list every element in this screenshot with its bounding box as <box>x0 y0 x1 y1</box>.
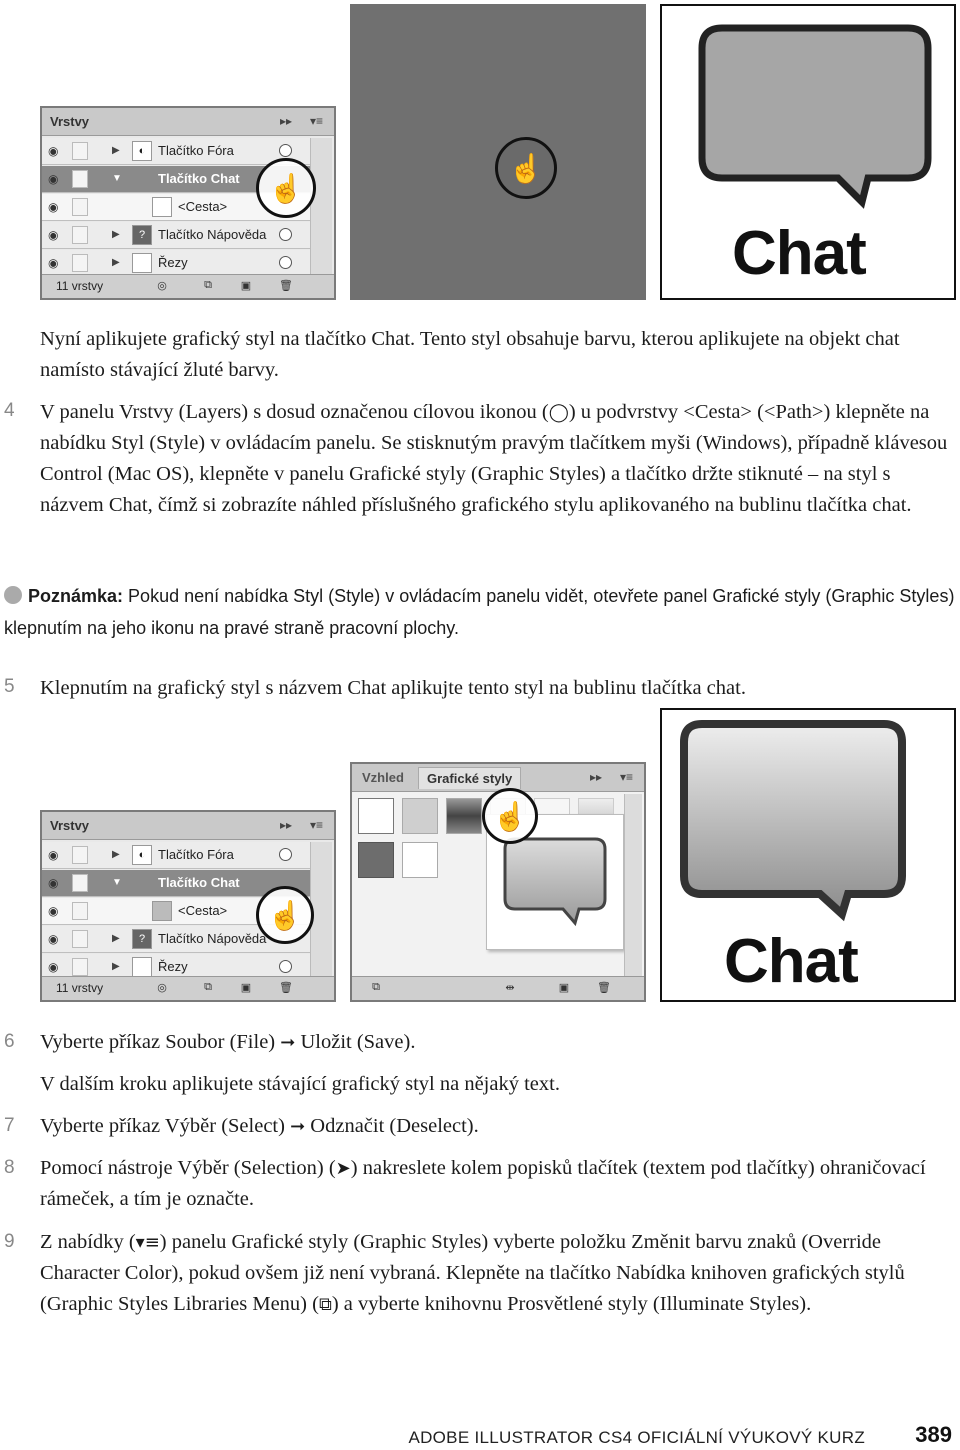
eye-icon[interactable]: ◉ <box>48 228 59 242</box>
style-swatch[interactable] <box>358 842 394 878</box>
step-5: Klepnutím na grafický styl s názvem Chat aplikujte tento styl na bublinu tlačítka chat. <box>40 677 746 699</box>
scrollbar[interactable] <box>310 138 332 278</box>
step-9-text-b: ) panelu Grafické styly (Graphic Styles) vyberte položku Změnit barvu znaků (Override Character Color), pokud ovšem již není vybraná. Klepněte na tlačítko Nabídka knihoven grafických stylů (Graphic Styles Libraries Menu) ( <box>40 1231 905 1315</box>
layer-thumbnail <box>152 197 172 217</box>
new-sublayer-icon[interactable]: ▣ <box>240 280 252 292</box>
book-title: ADOBE ILLUSTRATOR CS4 OFICIÁLNÍ VÝUKOVÝ KURZ <box>408 1428 865 1447</box>
lock-toggle[interactable] <box>72 874 88 892</box>
expand-triangle-icon[interactable]: ▶ <box>112 933 120 944</box>
step-number: 7 <box>4 1115 15 1136</box>
layer-name: Tlačítko Nápověda <box>158 227 267 242</box>
layer-thumbnail: ◐ <box>132 141 152 161</box>
hand-cursor-icon: ☝ <box>495 137 557 199</box>
lock-toggle[interactable] <box>72 170 88 188</box>
target-icon[interactable] <box>279 960 292 973</box>
collapse-icon[interactable]: ▸▸ <box>590 770 603 784</box>
lock-toggle[interactable] <box>72 142 88 160</box>
page-number: 389 <box>915 1422 952 1447</box>
arrow-right-icon: ➞ <box>290 1116 306 1137</box>
eye-icon[interactable]: ◉ <box>48 848 59 862</box>
note-text: Pokud není nabídka Styl (Style) v ovládacím panelu vidět, otevřete panel Grafické styly (Graphic Styles) klepnutím na jeho ikonu na pravé straně pracovní plochy. <box>4 586 955 638</box>
step-7-text-b: Odznačit (Deselect). <box>310 1115 479 1137</box>
note <box>4 580 956 644</box>
step-6 <box>40 1027 956 1058</box>
hand-cursor-icon: ☝ <box>256 886 314 944</box>
expand-triangle-icon[interactable]: ▶ <box>112 849 120 860</box>
lock-toggle[interactable] <box>72 958 88 976</box>
tab-graphic-styles[interactable]: Grafické styly <box>418 767 521 789</box>
eye-icon[interactable]: ◉ <box>48 904 59 918</box>
chat-label: Chat <box>724 927 858 996</box>
artboard-gray <box>350 4 646 300</box>
expand-triangle-icon[interactable]: ▶ <box>112 229 120 240</box>
clipping-mask-icon[interactable]: ⧉ <box>204 981 212 993</box>
step-6-text-b: Uložit (Save). <box>300 1031 416 1053</box>
step-6-follow: V dalším kroku aplikujete stávající grafický styl na nějaký text. <box>40 1073 560 1095</box>
step-number: 9 <box>4 1231 15 1252</box>
panel-menu-icon: ▾≡ <box>135 1232 160 1253</box>
panel-tabbar <box>42 108 334 136</box>
eye-icon[interactable]: ◉ <box>48 932 59 946</box>
trash-icon[interactable]: 🗑 <box>597 982 611 994</box>
layer-thumbnail <box>132 253 152 273</box>
step-8 <box>40 1153 956 1215</box>
styles-library-icon[interactable]: ⧉ <box>372 981 380 993</box>
layer-name: Tlačítko Chat <box>158 875 240 890</box>
preview-bottom <box>660 708 956 1002</box>
layer-thumbnail <box>132 957 152 977</box>
step-7-text-a: Vyberte příkaz Výběr (Select) <box>40 1115 285 1137</box>
trash-icon[interactable]: 🗑 <box>279 280 293 292</box>
eye-icon[interactable]: ◉ <box>48 256 59 270</box>
new-style-icon[interactable]: ▣ <box>558 982 570 994</box>
expand-triangle-icon[interactable]: ▶ <box>112 961 120 972</box>
layer-name: Tlačítko Nápověda <box>158 931 267 946</box>
selection-tool-icon: ➤ <box>335 1158 351 1179</box>
trash-icon[interactable]: 🗑 <box>279 982 293 994</box>
layer-row-fora[interactable] <box>42 842 312 869</box>
eye-icon[interactable]: ◉ <box>48 144 59 158</box>
layer-row-napoveda[interactable] <box>42 222 312 249</box>
collapse-icon[interactable]: ▸▸ <box>280 818 293 832</box>
chat-label: Chat <box>732 219 866 288</box>
locate-object-icon[interactable]: ◎ <box>157 280 167 292</box>
lock-toggle[interactable] <box>72 198 88 216</box>
style-swatch[interactable] <box>402 842 438 878</box>
step-number: 4 <box>4 400 15 421</box>
style-swatch-default[interactable] <box>358 798 394 834</box>
expand-triangle-icon[interactable]: ▶ <box>112 145 120 156</box>
eye-icon[interactable]: ◉ <box>48 200 59 214</box>
layer-name: Tlačítko Fóra <box>158 143 234 158</box>
layer-name: <Cesta> <box>178 199 228 214</box>
layer-count: 11 vrstvy <box>56 981 104 995</box>
layer-name: Tlačítko Chat <box>158 171 240 186</box>
eye-icon[interactable]: ◉ <box>48 960 59 974</box>
lock-toggle[interactable] <box>72 254 88 272</box>
step-4 <box>40 397 956 521</box>
target-icon[interactable] <box>279 848 292 861</box>
preview-top <box>660 4 956 300</box>
panel-menu-icon[interactable]: ▾≡ <box>620 770 634 784</box>
locate-object-icon[interactable]: ◎ <box>157 982 167 994</box>
tab-appearance[interactable]: Vzhled <box>362 770 404 785</box>
target-icon[interactable] <box>279 228 292 241</box>
note-bullet-icon <box>4 586 22 604</box>
lock-toggle[interactable] <box>72 902 88 920</box>
collapse-triangle-icon[interactable]: ▼ <box>112 173 122 184</box>
step-8-text-a: Pomocí nástroje Výběr (Selection) ( <box>40 1157 336 1179</box>
new-sublayer-icon[interactable]: ▣ <box>240 982 252 994</box>
lock-toggle[interactable] <box>72 846 88 864</box>
layer-thumbnail: ◐ <box>132 845 152 865</box>
style-swatch[interactable] <box>402 798 438 834</box>
lock-toggle[interactable] <box>72 930 88 948</box>
step-number: 5 <box>4 676 15 697</box>
layer-name: <Cesta> <box>178 903 228 918</box>
step-9-text-c: ) a vyberte knihovnu Prosvětlené styly (Illuminate Styles). <box>331 1293 812 1315</box>
scrollbar[interactable] <box>624 794 642 976</box>
layer-thumbnail: ? <box>132 929 152 949</box>
step-8-text-b: ) nakreslete kolem popisků tlačítek (textem pod tlačítky) ohraničovací rámeček, a tím je označte. <box>40 1157 926 1210</box>
target-circle-icon: ◯ <box>548 402 569 423</box>
tab-layers[interactable]: Vrstvy <box>50 114 90 129</box>
layer-name: Tlačítko Fóra <box>158 847 234 862</box>
layer-thumbnail <box>152 901 172 921</box>
eye-icon[interactable]: ◉ <box>48 876 59 890</box>
layer-thumbnail: ? <box>132 225 152 245</box>
styles-library-icon: ⧉ <box>318 1294 332 1315</box>
panel-tabbar <box>42 812 334 840</box>
step-9-text-a: Z nabídky ( <box>40 1231 136 1253</box>
arrow-right-icon: ➞ <box>280 1032 296 1053</box>
lock-toggle[interactable] <box>72 226 88 244</box>
panel-menu-icon[interactable]: ▾≡ <box>310 114 324 128</box>
step-4-text-b: ) u podvrstvy <Cesta> (<Path>) klepněte na nabídku Styl (Style) v ovládacím panelu. Se stisknutým pravým tlačítkem myši (Windows), případně klávesou Control (Mac OS), klepněte v panelu Grafické styly (Graphic Styles) a tlačítko držte stiknuté – na styl s názvem Chat, čímž si zobrazíte náhled příslušného grafického stylu aplikovaného na bublinu tlačítka chat. <box>40 401 948 516</box>
eye-icon[interactable]: ◉ <box>48 172 59 186</box>
collapse-triangle-icon[interactable]: ▼ <box>112 877 122 888</box>
step-4-text-a: V panelu Vrstvy (Layers) s dosud označenou cílovou ikonou ( <box>40 401 549 423</box>
step-9 <box>40 1227 956 1320</box>
panel-footer <box>42 976 334 1000</box>
panel-footer <box>352 976 644 1000</box>
panel-menu-icon[interactable]: ▾≡ <box>310 818 324 832</box>
layer-row-rezy[interactable] <box>42 250 312 277</box>
layer-count: 11 vrstvy <box>56 279 104 293</box>
target-icon[interactable] <box>279 144 292 157</box>
clipping-mask-icon[interactable]: ⧉ <box>204 279 212 291</box>
step-7 <box>40 1111 956 1142</box>
step-number: 8 <box>4 1157 15 1178</box>
break-link-icon[interactable]: ⇹ <box>505 982 515 994</box>
collapse-icon[interactable]: ▸▸ <box>280 114 293 128</box>
target-icon[interactable] <box>279 256 292 269</box>
expand-triangle-icon[interactable]: ▶ <box>112 257 120 268</box>
hand-cursor-icon: ☝ <box>256 158 316 218</box>
layer-name: Řezy <box>158 255 188 270</box>
note-label: Poznámka: <box>28 586 124 606</box>
layer-name: Řezy <box>158 959 188 974</box>
style-swatch[interactable] <box>446 798 482 834</box>
step-6-text-a: Vyberte příkaz Soubor (File) <box>40 1031 276 1053</box>
intro-paragraph: Nyní aplikujete grafický styl na tlačítko Chat. Tento styl obsahuje barvu, kterou aplikujete na objekt chat namísto stávající žluté barvy. <box>40 328 900 381</box>
step-number: 6 <box>4 1031 15 1052</box>
panel-tabbar <box>352 764 644 792</box>
panel-footer <box>42 274 334 298</box>
hand-cursor-icon: ☝ <box>482 788 538 844</box>
tab-layers[interactable]: Vrstvy <box>50 818 90 833</box>
